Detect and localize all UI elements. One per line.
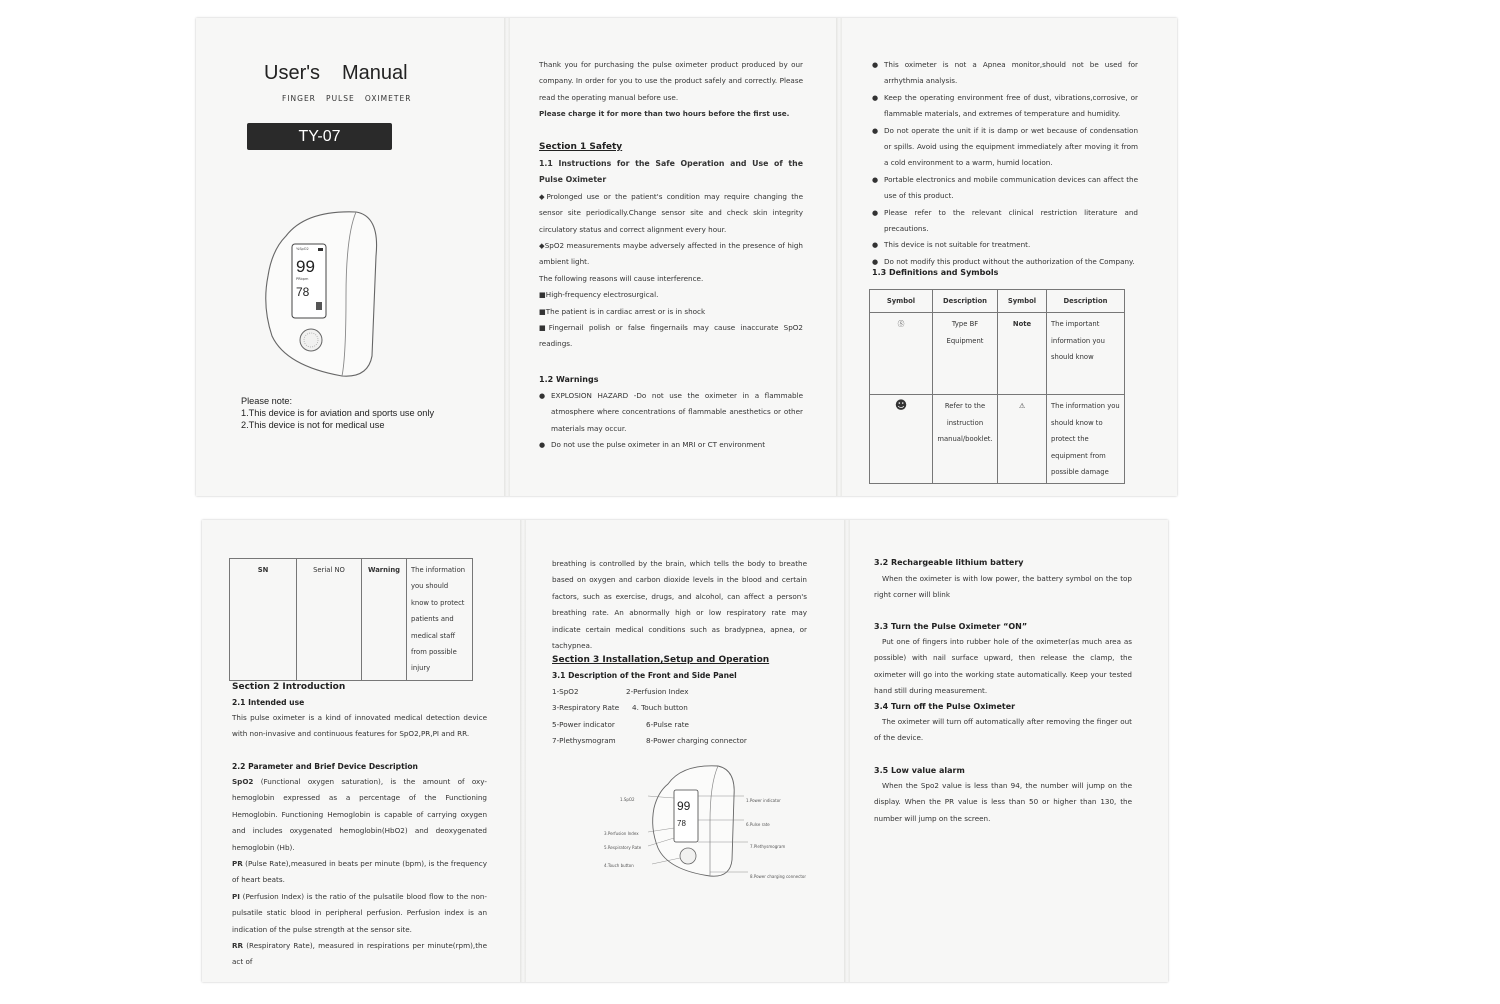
section-1-1-block: 1.1 Instructions for the Safe Operation and Use of the Pulse Oximeter ◆Prolonged use or the patient's condition may require changing the sensor site periodically.Change sensor site and check skin integrity circulatory status and correct alignment every hour. ◆SpO2 measurements maybe adversely affected in the presence of high ambient light. The following reasons will cause interference. ■High-frequency electrosurgical. ■The patient is in cardiac arrest or is in shock ■Fingernail polish or false fingernails may cause inaccurate SpO2 readings. [539, 156, 803, 353]
device-spo2-reading: 99 [296, 257, 315, 276]
table-header: Symbol [870, 290, 933, 313]
section-3-3-heading: 3.3 Turn the Pulse Oximeter “ON” [874, 622, 1028, 631]
section-1-heading: Section 1 Safety [539, 142, 623, 152]
diagram-label: 4.Touch button [604, 863, 634, 868]
cover-title-manual: Manual [342, 62, 408, 84]
precautions-list: ● This oximeter is not a Apnea monitor,should not be used for arrhythmia analysis. ● Keep the operating environment free of dust, vibrations,corrosive, or flammable materials, and extremes of temperature and humidity. ● Do not operate the unit if it is damp or wet because of condensation or spills. Avoid using the equipment immediately after moving it from a cold environment to a warm, humid location. ● Portable electronics and mobile communication devices can affect the use of this product. ● Please refer to the relevant clinical restriction literature and precautions. ● This device is not suitable for treatment. ● Do not modify this product without the authorization of the Company. [872, 57, 1138, 270]
section-3-4-heading: 3.4 Turn off the Pulse Oximeter [874, 702, 1016, 711]
bottom-sheet [202, 520, 1168, 982]
diagram-label: 3.Perfusion Index [604, 831, 639, 836]
cover-note-line-2: 2.This device is not for medical use [241, 420, 385, 430]
top-sheet [196, 18, 1177, 496]
battery-text: When the oximeter is with low power, the battery symbol on the top right corner will blink [874, 574, 1132, 600]
respiration-text: breathing is controlled by the brain, which tells the body to breathe based on oxygen and carbon dioxide levels in the blood and certain factors, such as exercise, drugs, and alcohol, can affect a person's breathing rate. An abnormally high or low respiratory rate may indicate certain medical conditions such as bradypnea, apnea, or tachypnea. [552, 559, 807, 651]
type-bf-icon: Ⓢ [870, 313, 933, 395]
section-3-1-heading: 3.1 Description of the Front and Side Panel [552, 671, 737, 680]
oximeter-illustration [246, 206, 386, 386]
installation-panel [526, 520, 848, 982]
introduction-panel [202, 520, 522, 982]
diagram-label: 7.Plethysmogram [750, 844, 786, 849]
symbols-table: Symbol Description Symbol Description Ⓢ Type BF Equipment Note The important information you should know ☻ Refer to the instruction manual/booklet. ⚠ The information you should know to protect the equipment from possible damage [869, 289, 1125, 484]
operation-panel [850, 520, 1168, 982]
model-badge: TY-07 [247, 123, 392, 150]
diagram-label: 8.Power charging connector [750, 874, 806, 879]
table-header: Description [1047, 290, 1125, 313]
section-1-3-heading: 1.3 Definitions and Symbols [872, 268, 999, 277]
parameter-descriptions: SpO2 (Functional oxygen saturation), is the amount of oxy-hemoglobin expressed as a percentage of the Functioning Hemoglobin. Functioning Hemoglobin is capable of carrying oxygen and includes oxygenated hemoglobin(HbO2) and deoxygenated hemoglobin (Hb). PR (Pulse Rate),measured in beats per minute (bpm), is the frequency of heart beats. PI (Perfusion Index) is the ratio of the pulsatile blood flow to the non-pulsatile static blood in peripheral perfusion. Perfusion index is an indication of the pulse strength at the sensor site. RR (Respiratory Rate), measured in respirations per minute(rpm),the act of [232, 777, 487, 967]
warning-triangle-icon: ⚠ [998, 395, 1047, 484]
diagram-label: 1.SpO2 [620, 797, 635, 802]
table-header: Description [933, 290, 998, 313]
safety-panel [510, 18, 840, 496]
section-1-2-heading: 1.2 Warnings [539, 375, 599, 384]
charge-notice: Please charge it for more than two hours before the first use. [539, 109, 790, 119]
turn-off-text: The oximeter will turn off automatically after removing the finger out of the device. [874, 717, 1132, 743]
diagram-label: 5.Respiratory Rate [604, 845, 642, 850]
section-3-heading: Section 3 Installation,Setup and Operation [552, 655, 770, 665]
section-1-1-heading: 1.1 Instructions for the Safe Operation and Use of the Pulse Oximeter [539, 159, 803, 185]
section-2-2-heading: 2.2 Parameter and Brief Device Description [232, 762, 418, 771]
precautions-panel [842, 18, 1177, 496]
device-spo2-tag: %SpO2 [296, 247, 309, 251]
section-2-heading: Section 2 Introduction [232, 682, 346, 692]
cover-note-heading: Please note: [241, 396, 293, 406]
section-3-2-heading: 3.2 Rechargeable lithium battery [874, 558, 1024, 567]
warnings-list: ● EXPLOSION HAZARD -Do not use the oximeter in a flammable atmosphere where concentrations of flammable anesthetics or other materials may occur. ● Do not use the pulse oximeter in an MRI or CT environment [539, 388, 803, 454]
diagram-label: 1.Power indicator [746, 798, 781, 803]
low-value-alarm-text: When the Spo2 value is less than 94, the number will jump on the display. When the PR value is less than 50 or higher than 130, the number will jump on the screen. [874, 781, 1132, 823]
panel-parts-list: 1-SpO2 2-Perfusion Index 3-Respiratory Rate 4. Touch button 5-Power indicator 6-Pulse rate 7-Plethysmogram 8-Power charging connector [552, 687, 747, 746]
device-pr-reading: 78 [296, 285, 310, 299]
diagram-pr-reading: 78 [677, 819, 686, 828]
diagram-spo2-reading: 99 [677, 799, 691, 813]
table-header: Symbol [998, 290, 1047, 313]
intended-use-text: This pulse oximeter is a kind of innovated medical detection device with non-invasive and continuous features for SpO2,PR,PI and RR. [232, 713, 487, 739]
intro-paragraph: Thank you for purchasing the pulse oximeter product produced by our company. In order for you to use the product safely and correctly. Please read the operating manual before use. Please charge it for more than two hours before the first use. [539, 57, 803, 123]
cover-title-users: User's [264, 62, 321, 84]
section-2-1-heading: 2.1 Intended use [232, 698, 305, 707]
warning-table: SN Serial NO Warning The information you should know to protect patients and medical staff from possible injury [229, 558, 473, 681]
warning-label: Warning [362, 559, 407, 681]
turn-on-text: Put one of fingers into rubber hole of the oximeter(as much area as possible) with nail surface upward, then release the clamp, the oximeter will go into the working state automatically. Keep your tested hand still during measurement. [874, 637, 1132, 696]
cover-note-line-1: 1.This device is for aviation and sports use only [241, 408, 435, 418]
section-3-5-heading: 3.5 Low value alarm [874, 766, 965, 775]
manual-icon: ☻ [870, 395, 933, 484]
cover-panel [196, 18, 506, 496]
device-pr-tag: PRbpm [296, 277, 309, 281]
cover-subtitle: FINGER PULSE OXIMETER [282, 94, 412, 103]
diagram-label: 6.Pulse rate [746, 822, 770, 827]
